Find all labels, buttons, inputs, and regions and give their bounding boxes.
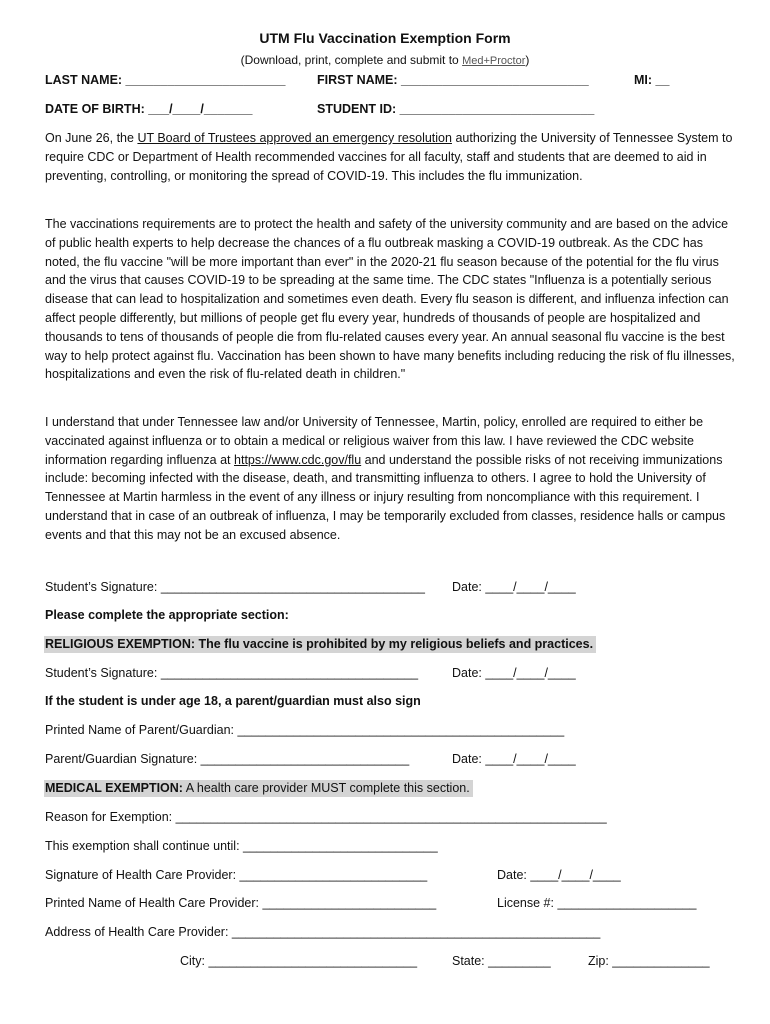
parent-signature-date-field[interactable]: Date: ____/____/____ — [452, 752, 576, 766]
provider-address-field[interactable]: Address of Health Care Provider: _____________________________________________________ — [45, 925, 601, 939]
last-name-field[interactable]: LAST NAME: _______________________ — [45, 73, 286, 87]
para3-after: and understand the possible risks of not receiving immunizations include: becoming infected with the disease, death, and transmitting influenza to others. I agree to hold the University of Tennessee at Martin harmless in the event of any illness or injury resulting from noncompliance with this requirement. I understand that in case of an outbreak of influenza, I may be temporarily excluded from classes, residence halls or campus events and that this may not be an excused absence. — [45, 452, 726, 542]
under-18-notice: If the student is under age 18, a parent/guardian must also sign — [45, 694, 421, 708]
provider-state-field[interactable]: State: _________ — [452, 954, 551, 968]
paragraph-vaccination-requirements: The vaccinations requirements are to protect the health and safety of the university community and are based on the advice of public health experts to help decrease the chances of a flu outbreak masking a COVID-19 outbreak. As the CDC has noted, the flu vaccine "will be more important than ever" in the 2020-21 flu season because of the potential for the flu virus and the virus that causes COVID-19 to be spreading at the same time. The CDC states "Influenza is a potentially serious disease that can lead to hospitalization and sometimes even death. Every flu season is different, and influenza infection can affect people differently, but millions of people get flu every year, hundreds of thousands of people are hospitalized and thousands to tens of thousands of people die from flu-related causes every year. An annual seasonal flu vaccine is the best way to help protect against flu. Vaccination has been shown to have many benefits including reducing the risk of flu illnesses, hospitalizations and even the risk of flu-related death in children." — [45, 217, 735, 382]
subtitle-text-after: ) — [525, 53, 530, 67]
student-signature-field[interactable]: Student’s Signature: ______________________________________ — [45, 580, 425, 594]
religious-date-field[interactable]: Date: ____/____/____ — [452, 666, 576, 680]
reason-for-exemption-field[interactable]: Reason for Exemption: ______________________________________________________________ — [45, 810, 607, 824]
paragraph-trustees-resolution — [45, 129, 737, 185]
parent-signature-field[interactable]: Parent/Guardian Signature: ______________________________ — [45, 752, 410, 766]
para1-before: On June 26, the — [45, 131, 138, 145]
para3-before: I understand that under Tennessee law and/or University of Tennessee, Martin, policy, enrolled are required to either be vaccinated against influenza or to obtain a medical or religious waiver from this law. I have reviewed the CDC website information regarding influenza at — [45, 415, 704, 467]
medical-exemption-text: A health care provider MUST complete this section. — [182, 781, 470, 795]
parent-name-field[interactable]: Printed Name of Parent/Guardian: _______________________________________________ — [45, 723, 565, 737]
religious-exemption-label: RELIGIOUS EXEMPTION: — [45, 637, 196, 651]
date-of-birth-field[interactable]: DATE OF BIRTH: ___/____/_______ — [45, 102, 253, 116]
para1-after: authorizing the University of Tennessee System to require CDC or Department of Health recommended vaccines for all faculty, staff and students that are deemed to aid in preventing, controlling, or monitoring the spread of COVID-19. This includes the flu immunization. — [45, 131, 733, 183]
exemption-continue-until-field[interactable]: This exemption shall continue until: ____________________________ — [45, 839, 438, 853]
cdc-flu-link[interactable]: https://www.cdc.gov/flu — [234, 452, 362, 467]
religious-exemption-text: The flu vaccine is prohibited by my religious beliefs and practices. — [195, 637, 594, 651]
student-signature-date-field[interactable]: Date: ____/____/____ — [452, 580, 576, 594]
subtitle-text-before: (Download, print, complete and submit to — [240, 53, 463, 67]
form-title: UTM Flu Vaccination Exemption Form — [259, 30, 511, 46]
student-id-field[interactable]: STUDENT ID: ____________________________ — [317, 102, 595, 116]
trustees-resolution-link[interactable]: UT Board of Trustees approved an emergency resolution — [137, 131, 452, 145]
paragraph-understanding — [45, 413, 737, 545]
provider-printed-name-field[interactable]: Printed Name of Health Care Provider: _________________________ — [45, 896, 437, 910]
provider-city-field[interactable]: City: ______________________________ — [180, 954, 418, 968]
provider-zip-field[interactable]: Zip: ______________ — [588, 954, 710, 968]
provider-signature-field[interactable]: Signature of Health Care Provider: ___________________________ — [45, 868, 428, 882]
form-subtitle — [0, 53, 770, 67]
provider-license-field[interactable]: License #: ____________________ — [497, 896, 697, 910]
religious-exemption-heading — [44, 637, 596, 651]
religious-student-signature-field[interactable]: Student’s Signature: _____________________________________ — [45, 666, 419, 680]
med-proctor-link[interactable]: Med+Proctor — [462, 55, 526, 67]
provider-signature-date-field[interactable]: Date: ____/____/____ — [497, 868, 621, 882]
complete-section-heading: Please complete the appropriate section: — [45, 608, 289, 622]
medical-exemption-label: MEDICAL EXEMPTION: — [45, 781, 183, 795]
middle-initial-field[interactable]: MI: __ — [634, 73, 670, 87]
medical-exemption-heading — [44, 781, 473, 795]
first-name-field[interactable]: FIRST NAME: ___________________________ — [317, 73, 589, 87]
